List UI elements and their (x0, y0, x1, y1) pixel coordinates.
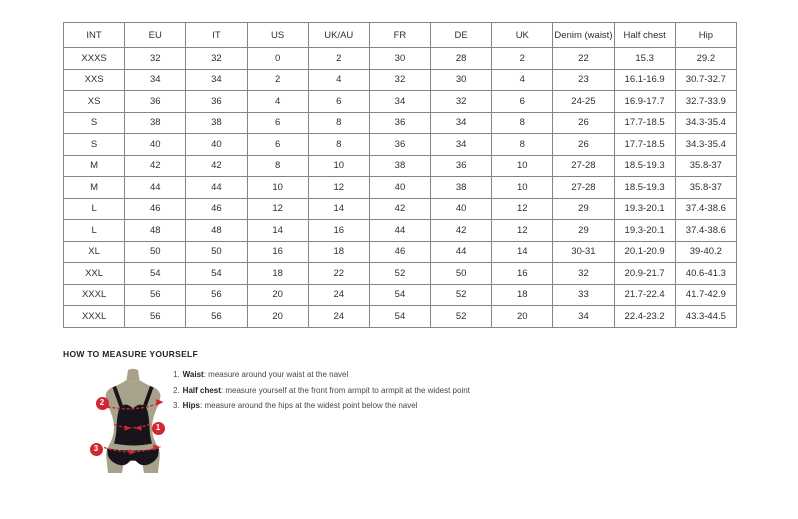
step-number: 2. (173, 385, 180, 395)
size-column-header: UK (492, 23, 553, 48)
size-cell: XXXL (64, 284, 125, 306)
size-cell: 2 (308, 48, 369, 70)
size-cell: 22 (553, 48, 614, 70)
size-cell: 6 (247, 134, 308, 156)
size-cell: 18.5-19.3 (614, 155, 675, 177)
size-row (64, 241, 737, 263)
size-cell: 8 (492, 112, 553, 134)
size-cell: 42 (186, 155, 247, 177)
size-cell: XXL (64, 263, 125, 285)
size-cell: 32 (186, 48, 247, 70)
size-cell: 29.2 (675, 48, 736, 70)
size-cell: 14 (492, 241, 553, 263)
size-cell: XS (64, 91, 125, 113)
size-column-header: Denim (waist) (553, 23, 614, 48)
size-cell: 34 (369, 91, 430, 113)
size-cell: 54 (369, 284, 430, 306)
size-row (64, 198, 737, 220)
size-cell: 34.3-35.4 (675, 112, 736, 134)
size-cell: 40 (125, 134, 186, 156)
size-cell: 6 (308, 91, 369, 113)
measure-step-waist (173, 367, 470, 383)
size-cell: 40 (369, 177, 430, 199)
size-column-header: US (247, 23, 308, 48)
size-cell: 38 (431, 177, 492, 199)
size-cell: 18 (308, 241, 369, 263)
size-cell: 20 (247, 306, 308, 328)
size-cell: 16.9-17.7 (614, 91, 675, 113)
size-cell: S (64, 134, 125, 156)
size-cell: 20.9-21.7 (614, 263, 675, 285)
size-cell: 40 (431, 198, 492, 220)
step-text: : measure around the hips at the widest point below the navel (200, 401, 418, 411)
size-table (63, 22, 737, 328)
size-cell: 8 (308, 112, 369, 134)
size-cell: 23 (553, 69, 614, 91)
size-column-header: INT (64, 23, 125, 48)
size-row (64, 48, 737, 70)
size-cell: 38 (369, 155, 430, 177)
size-table-header-row (64, 23, 737, 48)
size-row (64, 177, 737, 199)
size-cell: 56 (186, 306, 247, 328)
size-cell: 26 (553, 112, 614, 134)
size-cell: 17.7-18.5 (614, 134, 675, 156)
size-column-header: FR (369, 23, 430, 48)
size-cell: 34.3-35.4 (675, 134, 736, 156)
size-column-header: UK/AU (308, 23, 369, 48)
size-row (64, 69, 737, 91)
size-cell: 10 (247, 177, 308, 199)
size-cell: 48 (125, 220, 186, 242)
size-cell: 32 (125, 48, 186, 70)
size-cell: 0 (247, 48, 308, 70)
step-number: 1. (173, 370, 180, 379)
size-cell: 26 (553, 134, 614, 156)
size-cell: 46 (186, 198, 247, 220)
size-cell: 27-28 (553, 155, 614, 177)
size-cell: 54 (369, 306, 430, 328)
step-label: Half chest (182, 385, 221, 395)
measure-section-heading: HOW TO MEASURE YOURSELF (63, 349, 199, 359)
size-cell: 10 (492, 155, 553, 177)
size-cell: 56 (125, 306, 186, 328)
size-cell: 40.6-41.3 (675, 263, 736, 285)
size-cell: 24 (308, 306, 369, 328)
size-cell: 16 (492, 263, 553, 285)
step-label: Waist (182, 370, 204, 379)
size-cell: L (64, 198, 125, 220)
size-cell: 44 (431, 241, 492, 263)
size-row (64, 112, 737, 134)
size-cell: 8 (247, 155, 308, 177)
size-cell: 28 (431, 48, 492, 70)
size-cell: 52 (431, 284, 492, 306)
size-cell: 22.4-23.2 (614, 306, 675, 328)
size-cell: 34 (431, 112, 492, 134)
measure-badge-chest: 2 (96, 397, 109, 410)
size-cell: 8 (308, 134, 369, 156)
size-cell: XXXS (64, 48, 125, 70)
measure-badge-waist: 1 (152, 422, 165, 435)
size-row (64, 155, 737, 177)
size-cell: 54 (186, 263, 247, 285)
size-cell: 12 (492, 198, 553, 220)
size-cell: 17.7-18.5 (614, 112, 675, 134)
size-cell: 37.4-38.6 (675, 220, 736, 242)
size-cell: 18 (492, 284, 553, 306)
size-cell: 41.7-42.9 (675, 284, 736, 306)
size-cell: 54 (125, 263, 186, 285)
size-cell: 36 (186, 91, 247, 113)
size-cell: 52 (369, 263, 430, 285)
measure-steps (173, 367, 470, 414)
size-cell: XXXL (64, 306, 125, 328)
size-cell: 20 (492, 306, 553, 328)
size-cell: 39-40.2 (675, 241, 736, 263)
size-cell: 12 (492, 220, 553, 242)
size-cell: 44 (186, 177, 247, 199)
size-cell: S (64, 112, 125, 134)
size-cell: 4 (247, 91, 308, 113)
size-cell: 29 (553, 198, 614, 220)
size-cell: 34 (431, 134, 492, 156)
size-column-header: Half chest (614, 23, 675, 48)
size-column-header: IT (186, 23, 247, 48)
size-cell: 32 (553, 263, 614, 285)
size-cell: 34 (125, 69, 186, 91)
size-cell: XL (64, 241, 125, 263)
size-cell: 30 (369, 48, 430, 70)
size-row (64, 220, 737, 242)
size-cell: 34 (553, 306, 614, 328)
size-cell: 30-31 (553, 241, 614, 263)
size-cell: 2 (492, 48, 553, 70)
size-cell: 52 (431, 306, 492, 328)
size-cell: 12 (308, 177, 369, 199)
measure-step-half-chest (173, 383, 470, 399)
size-row (64, 134, 737, 156)
size-cell: 43.3-44.5 (675, 306, 736, 328)
size-cell: 20.1-20.9 (614, 241, 675, 263)
step-text: : measure around your waist at the navel (203, 370, 349, 379)
size-cell: 6 (247, 112, 308, 134)
size-row (64, 306, 737, 328)
size-cell: 35.8-37 (675, 177, 736, 199)
size-cell: 16.1-16.9 (614, 69, 675, 91)
size-cell: 21.7-22.4 (614, 284, 675, 306)
size-cell: 36 (369, 112, 430, 134)
size-cell: 19.3-20.1 (614, 220, 675, 242)
size-column-header: DE (431, 23, 492, 48)
step-text: : measure yourself at the front from armpit to armpit at the widest point (220, 385, 470, 395)
size-cell: 22 (308, 263, 369, 285)
size-cell: 24 (308, 284, 369, 306)
size-cell: 44 (369, 220, 430, 242)
size-row (64, 91, 737, 113)
size-cell: 50 (431, 263, 492, 285)
size-cell: 16 (247, 241, 308, 263)
size-cell: 12 (247, 198, 308, 220)
size-cell: 46 (369, 241, 430, 263)
size-cell: 32 (369, 69, 430, 91)
size-cell: 24-25 (553, 91, 614, 113)
size-cell: 37.4-38.6 (675, 198, 736, 220)
size-cell: 10 (308, 155, 369, 177)
size-cell: 48 (186, 220, 247, 242)
size-cell: 19.3-20.1 (614, 198, 675, 220)
size-cell: 14 (308, 198, 369, 220)
size-cell: 42 (125, 155, 186, 177)
size-cell: 18 (247, 263, 308, 285)
size-cell: 30 (431, 69, 492, 91)
size-cell: 32 (431, 91, 492, 113)
size-cell: 35.8-37 (675, 155, 736, 177)
size-cell: 18.5-19.3 (614, 177, 675, 199)
size-cell: 32.7-33.9 (675, 91, 736, 113)
size-table-body (64, 48, 737, 328)
size-cell: 4 (308, 69, 369, 91)
size-cell: 4 (492, 69, 553, 91)
step-label: Hips (182, 401, 201, 411)
size-cell: 36 (369, 134, 430, 156)
size-cell: 10 (492, 177, 553, 199)
measure-badge-hips: 3 (90, 443, 103, 456)
size-cell: 34 (186, 69, 247, 91)
size-row (64, 263, 737, 285)
size-cell: 50 (186, 241, 247, 263)
size-cell: 40 (186, 134, 247, 156)
size-cell: 56 (125, 284, 186, 306)
size-cell: 38 (186, 112, 247, 134)
size-cell: 20 (247, 284, 308, 306)
size-cell: 16 (308, 220, 369, 242)
size-cell: 50 (125, 241, 186, 263)
size-cell: M (64, 155, 125, 177)
size-cell: XXS (64, 69, 125, 91)
size-cell: 15.3 (614, 48, 675, 70)
size-cell: 27-28 (553, 177, 614, 199)
size-cell: 33 (553, 284, 614, 306)
size-cell: 2 (247, 69, 308, 91)
size-cell: 56 (186, 284, 247, 306)
size-column-header: Hip (675, 23, 736, 48)
size-cell: 46 (125, 198, 186, 220)
size-cell: 30.7-32.7 (675, 69, 736, 91)
size-cell: 38 (125, 112, 186, 134)
size-column-header: EU (125, 23, 186, 48)
size-cell: 44 (125, 177, 186, 199)
size-cell: 42 (431, 220, 492, 242)
size-cell: 36 (431, 155, 492, 177)
size-cell: 42 (369, 198, 430, 220)
size-cell: 14 (247, 220, 308, 242)
size-cell: 29 (553, 220, 614, 242)
step-number: 3. (173, 401, 180, 411)
size-cell: 8 (492, 134, 553, 156)
size-cell: L (64, 220, 125, 242)
measure-step-hips (173, 398, 470, 414)
size-row (64, 284, 737, 306)
size-cell: 6 (492, 91, 553, 113)
size-cell: M (64, 177, 125, 199)
size-cell: 36 (125, 91, 186, 113)
